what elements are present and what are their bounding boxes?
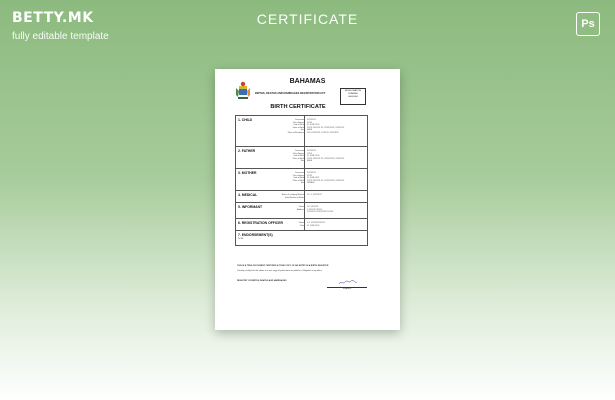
section-2	[235, 147, 368, 169]
section-3	[235, 169, 368, 191]
field-label: Other Names	[292, 152, 304, 155]
reg-line: REGISTRATION	[344, 90, 362, 92]
field-label: Sex	[300, 129, 304, 132]
field-label: Place of Birth	[292, 126, 304, 129]
certificate-document	[215, 69, 400, 330]
field-label: Name	[298, 206, 304, 208]
field-value: FEMALE	[307, 182, 315, 185]
field-value: XXXX XXXXXX XX, XXXXXXXX, XXXXXXX	[307, 179, 345, 182]
field-label: Other Names	[292, 174, 304, 177]
footer-registry: REGISTRY OF BIRTHS DEATHS AND MARRIAGES	[237, 280, 287, 282]
divider	[304, 203, 305, 218]
section-heading: 5. INFORMANT	[238, 205, 263, 209]
field-label: Sex	[300, 182, 304, 185]
field-value: XXXX	[307, 174, 313, 177]
reg-line: NUMBER	[348, 93, 358, 96]
field-label: Date of Birth	[293, 177, 304, 180]
field-label: Other Names	[292, 121, 304, 124]
registration-box	[340, 88, 366, 105]
field-label: Sex	[300, 160, 304, 163]
field-value: 01 JUNE 1991	[307, 177, 320, 180]
divider	[304, 116, 305, 146]
field-value: XXX XXXXXXX, XXXXXX, XXXXXXX	[307, 132, 339, 134]
field-value: 01 JUNE 1990	[307, 155, 320, 158]
field-value: XX. X. XXXXXXX	[307, 194, 322, 196]
field-label: Name of certifying Medical	[281, 194, 304, 196]
field-value: NONE	[238, 238, 244, 240]
document-country: BAHAMAS	[289, 78, 326, 85]
brand-tagline: fully editable template	[12, 31, 109, 42]
field-label: Address	[297, 208, 304, 211]
section-7	[235, 231, 368, 246]
field-value: MALE	[307, 129, 313, 132]
section-5	[235, 203, 368, 219]
divider	[304, 219, 305, 230]
section-heading: 1. CHILD	[238, 118, 253, 122]
document-title: BIRTH CERTIFICATE	[270, 104, 326, 110]
section-heading: 2. FATHER	[238, 149, 256, 153]
divider	[304, 169, 305, 190]
field-value: XXXX XXXXXX XX, XXXXXXXX, XXXXXXX	[307, 126, 345, 129]
field-value: XXXX XXXXXX XX, XXXXXXXX, XXXXXXX	[307, 157, 345, 160]
footer-certification: I hereby certify that the above is a true copy of particulars recorded in a Register in my office.	[237, 270, 323, 272]
field-value: XXXXXXX XXXXXXXXX XXXX	[307, 211, 334, 214]
field-value: XXXXXXX	[307, 119, 316, 121]
banner-title: CERTIFICATE	[256, 11, 359, 27]
field-value: XXXX	[307, 121, 313, 124]
divider	[304, 147, 305, 168]
section-1	[235, 115, 368, 147]
field-label: Date	[300, 224, 304, 227]
field-label: Place of Birth	[292, 157, 304, 160]
field-label: Place of Birth	[292, 179, 304, 182]
footer-statement: THIS IS A TRUE DOCUMENT CERTIFIED A TRUE COPY OF AN ENTRY IN A BIRTH REGISTER	[237, 265, 329, 267]
photoshop-icon: Ps	[576, 12, 600, 36]
section-6	[235, 219, 368, 231]
field-label: Forename	[295, 150, 304, 152]
section-heading: 6. REGISTRATION OFFICER	[238, 221, 283, 225]
field-label: Place of Residence	[287, 132, 304, 134]
field-label: Date of Birth	[293, 155, 304, 158]
field-value: XX. XXXXXX	[307, 206, 319, 208]
field-value: XXXXXXX	[307, 172, 316, 174]
field-label: Forename	[295, 119, 304, 121]
signature-icon	[327, 280, 367, 285]
field-value: XXXX	[307, 152, 313, 155]
field-value: X XXXXX XXXXX,	[307, 208, 323, 211]
field-value: 01 JUNE 2020	[307, 124, 320, 127]
field-label: Name	[298, 222, 304, 224]
signature-label: Registrar	[342, 288, 352, 290]
field-label: Date of Birth	[293, 124, 304, 127]
field-value: 01 JUNE 2020	[307, 224, 320, 227]
section-heading: 7. ENDORSEMENT(S)	[238, 233, 273, 237]
field-value: X.X. XXXXXXXXXXX	[307, 222, 325, 224]
section-heading: 4. MEDICAL	[238, 193, 258, 197]
field-value: XXXXXXX	[307, 150, 316, 152]
field-label: Initial Number of Births	[284, 196, 304, 199]
section-4	[235, 191, 368, 203]
divider	[304, 191, 305, 202]
brand-logo: BETTY.MK	[12, 10, 94, 26]
reg-line: 00000000	[348, 96, 358, 99]
document-act: BIRTHS, DEATHS AND MARRIAGES REGISTRATION ACT	[255, 92, 326, 95]
section-heading: 3. MOTHER	[238, 171, 257, 175]
field-value: MALE	[307, 160, 313, 163]
field-label: Forename	[295, 172, 304, 174]
